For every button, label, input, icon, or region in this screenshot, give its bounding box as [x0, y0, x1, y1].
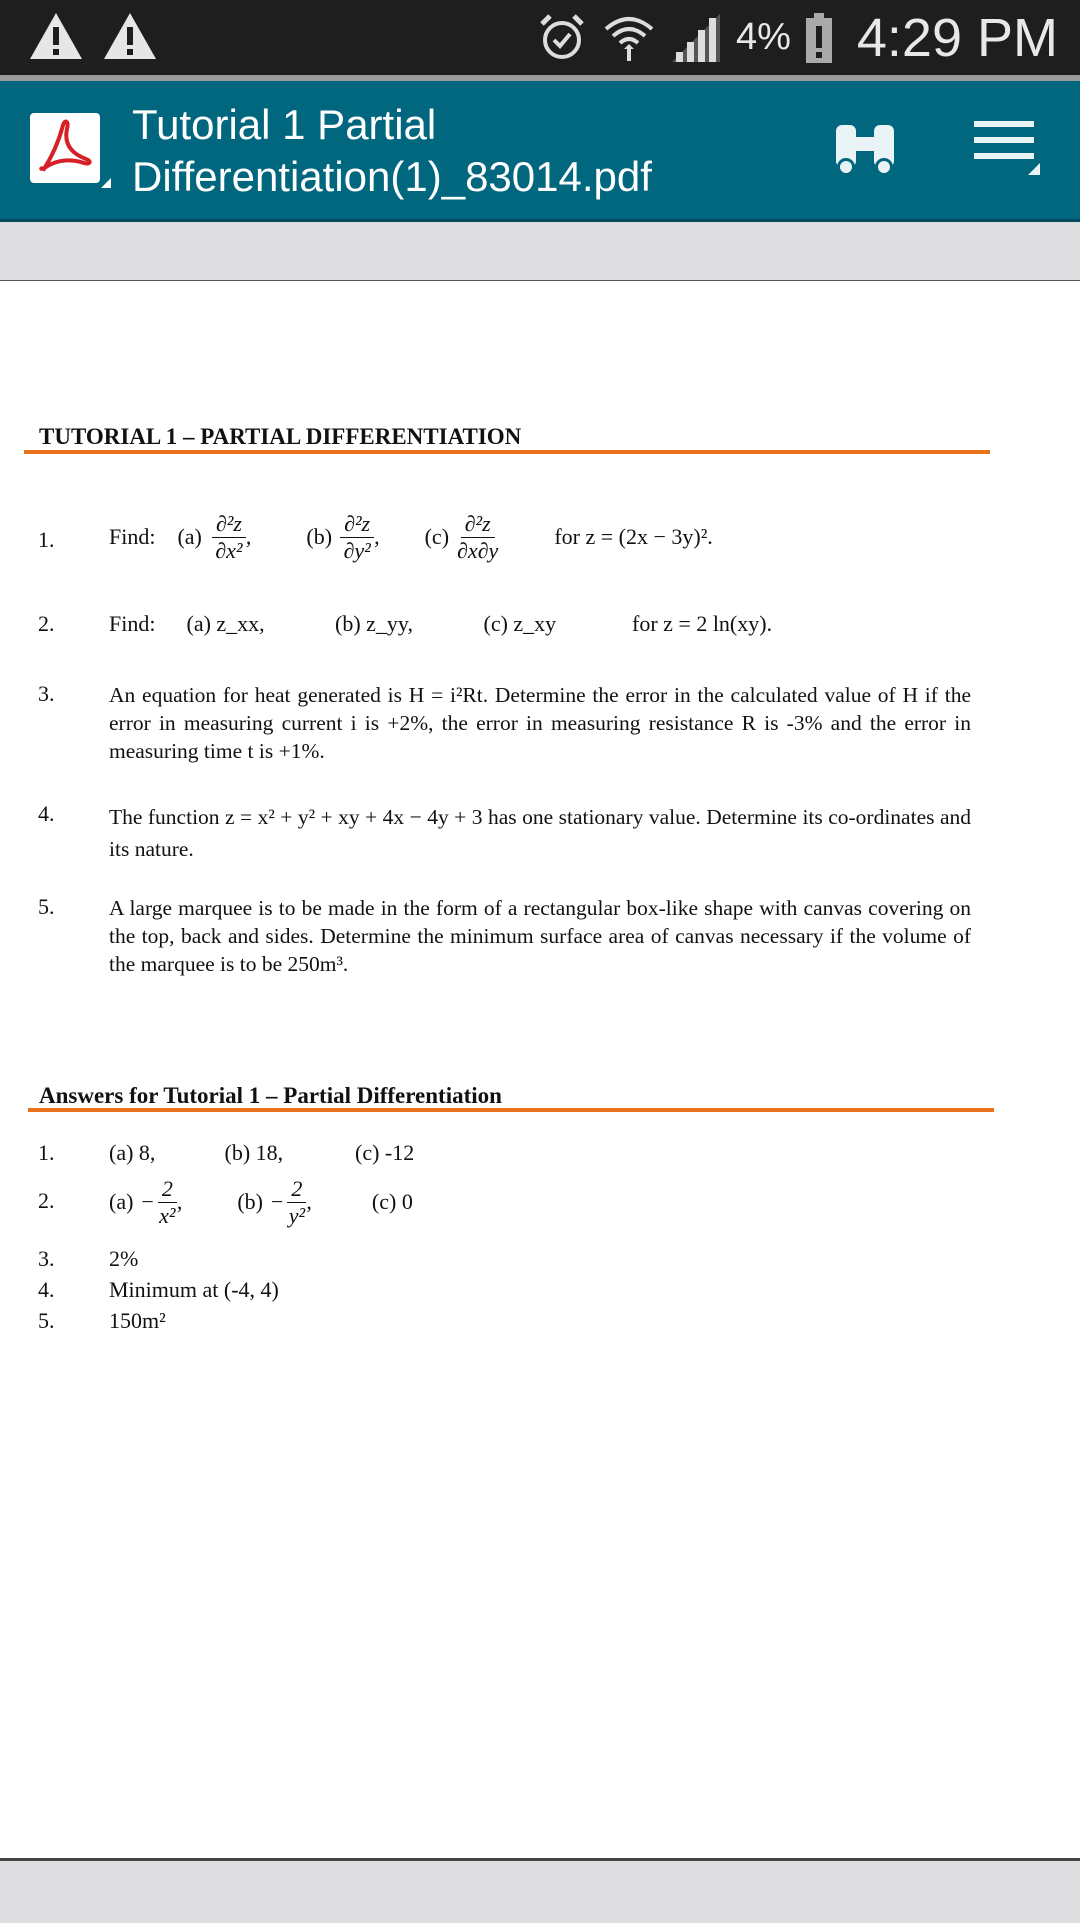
document-title — [132, 99, 692, 203]
answers-heading: Answers for Tutorial 1 – Partial Differentiation — [39, 1083, 502, 1108]
fraction-numerator: ∂²z — [340, 511, 374, 538]
fraction-numerator: 2 — [287, 1176, 306, 1203]
app-menu-indicator — [101, 178, 111, 188]
find-label: Find: — [109, 524, 156, 549]
tutorial-heading: TUTORIAL 1 – PARTIAL DIFFERENTIATION — [39, 424, 522, 449]
question-4-text: The function z = x² + y² + xy + 4x − 4y + 3 has one stationary value. Determine its co-ordinates and its nature. — [109, 805, 971, 861]
part-b-label: (b) — [306, 524, 333, 549]
question-5-text: A large marquee is to be made in the form of a rectangular box-like shape with canvas covering on the top, back and sides. Determine the minimum surface area of canvas necessary if the volume of the marquee is to be 250m³. — [109, 896, 971, 976]
part-a: (a) z_xx, — [186, 611, 265, 636]
warning-icon — [28, 10, 84, 62]
answer-number: 1. — [38, 1140, 55, 1165]
answer-2b-fraction — [287, 1176, 306, 1229]
question-2 — [109, 611, 772, 637]
fraction-denominator: ∂x² — [215, 537, 243, 563]
status-bar — [0, 0, 1080, 75]
part-b: (b) z_yy, — [335, 611, 413, 636]
answer-2c: (c) 0 — [371, 1189, 413, 1214]
toolbar-strip — [0, 222, 1080, 281]
menu-icon — [970, 111, 1044, 185]
answer-1 — [109, 1140, 414, 1166]
battery-percent: 4% — [735, 16, 791, 58]
fraction-numerator: ∂²z — [212, 511, 246, 538]
question-3-text: An equation for heat generated is H = i²Rt. Determine the error in the calculated value of H if the error in measuring current i is +2%, the error in measuring resistance R is -3% and the error in measuring time t is +1%. — [109, 683, 971, 763]
signal-icon — [670, 12, 722, 64]
warning-icon — [102, 10, 158, 62]
answer-number: 2. — [38, 1188, 55, 1213]
title-line-2: Differentiation(1)_83014.pdf — [132, 153, 652, 200]
answer-5: 150m² — [109, 1308, 166, 1333]
answer-1c: (c) -12 — [355, 1140, 415, 1165]
fraction-denominator: ∂x∂y — [457, 537, 499, 563]
fraction-c — [457, 511, 498, 564]
question-number: 1. — [38, 527, 55, 552]
answer-number: 5. — [38, 1308, 55, 1333]
answer-2: (a) − $\frac{2}{\text{x²}}$ , (b) − $\frac{2}{\text{y²}}$ , (c) 0 — [109, 1175, 413, 1228]
answer-number: 4. — [38, 1277, 55, 1302]
alarm-icon — [536, 12, 588, 64]
answer-4: Minimum at (-4, 4) — [109, 1277, 279, 1302]
wifi-icon — [602, 13, 656, 63]
question-number: 5. — [38, 894, 55, 919]
question-number: 4. — [38, 801, 55, 826]
fraction-b — [340, 511, 374, 564]
acrobat-logo-icon[interactable] — [30, 113, 100, 183]
find-label: Find: — [109, 611, 156, 636]
answer-number: 3. — [38, 1246, 55, 1271]
answers-underline — [28, 1108, 994, 1112]
app-bar — [0, 81, 1080, 219]
part-c: (c) z_xy — [483, 611, 557, 636]
answer-1b: (b) 18, — [224, 1140, 284, 1165]
answer-3: 2% — [109, 1246, 139, 1271]
title-line-1: Tutorial 1 Partial — [132, 101, 437, 148]
fraction-numerator: 2 — [158, 1176, 177, 1203]
clock: 4:29 PM — [856, 7, 1058, 68]
fraction-numerator: ∂²z — [461, 511, 495, 538]
battery-low-icon — [805, 12, 833, 64]
pdf-page — [0, 281, 1080, 1858]
fraction-denominator: y² — [288, 1202, 306, 1228]
overflow-menu-button[interactable] — [970, 111, 1044, 185]
q1-condition: for z = (2x − 3y)². — [554, 524, 713, 549]
question-1: Find: (a) $\frac{\text{∂²z}}{\text{∂x²}}$ , (b) $\frac{\text{∂²z}}{\text{∂y²}}$ , (c) $\frac{\text{∂²z}}{\partial x\partial y}$ for z = (2x − 3y)². — [109, 510, 713, 563]
answer-2b-label: (b) — [237, 1189, 263, 1214]
part-a-label: (a) — [177, 524, 202, 549]
answer-1a: (a) 8, — [109, 1140, 156, 1165]
bottom-strip — [0, 1858, 1080, 1923]
fraction-denominator: x² — [159, 1202, 176, 1228]
fraction-a — [212, 511, 246, 564]
heading-underline — [24, 450, 990, 454]
answer-2a-fraction — [158, 1176, 177, 1229]
find-button[interactable] — [828, 111, 902, 185]
question-number: 3. — [38, 681, 55, 706]
answer-2a-label: (a) — [109, 1189, 134, 1214]
q2-condition: for z = 2 ln(xy). — [632, 611, 773, 636]
binoculars-icon — [828, 111, 902, 185]
part-c-label: (c) — [424, 524, 450, 549]
question-number: 2. — [38, 611, 55, 636]
fraction-denominator: ∂y² — [343, 537, 371, 563]
